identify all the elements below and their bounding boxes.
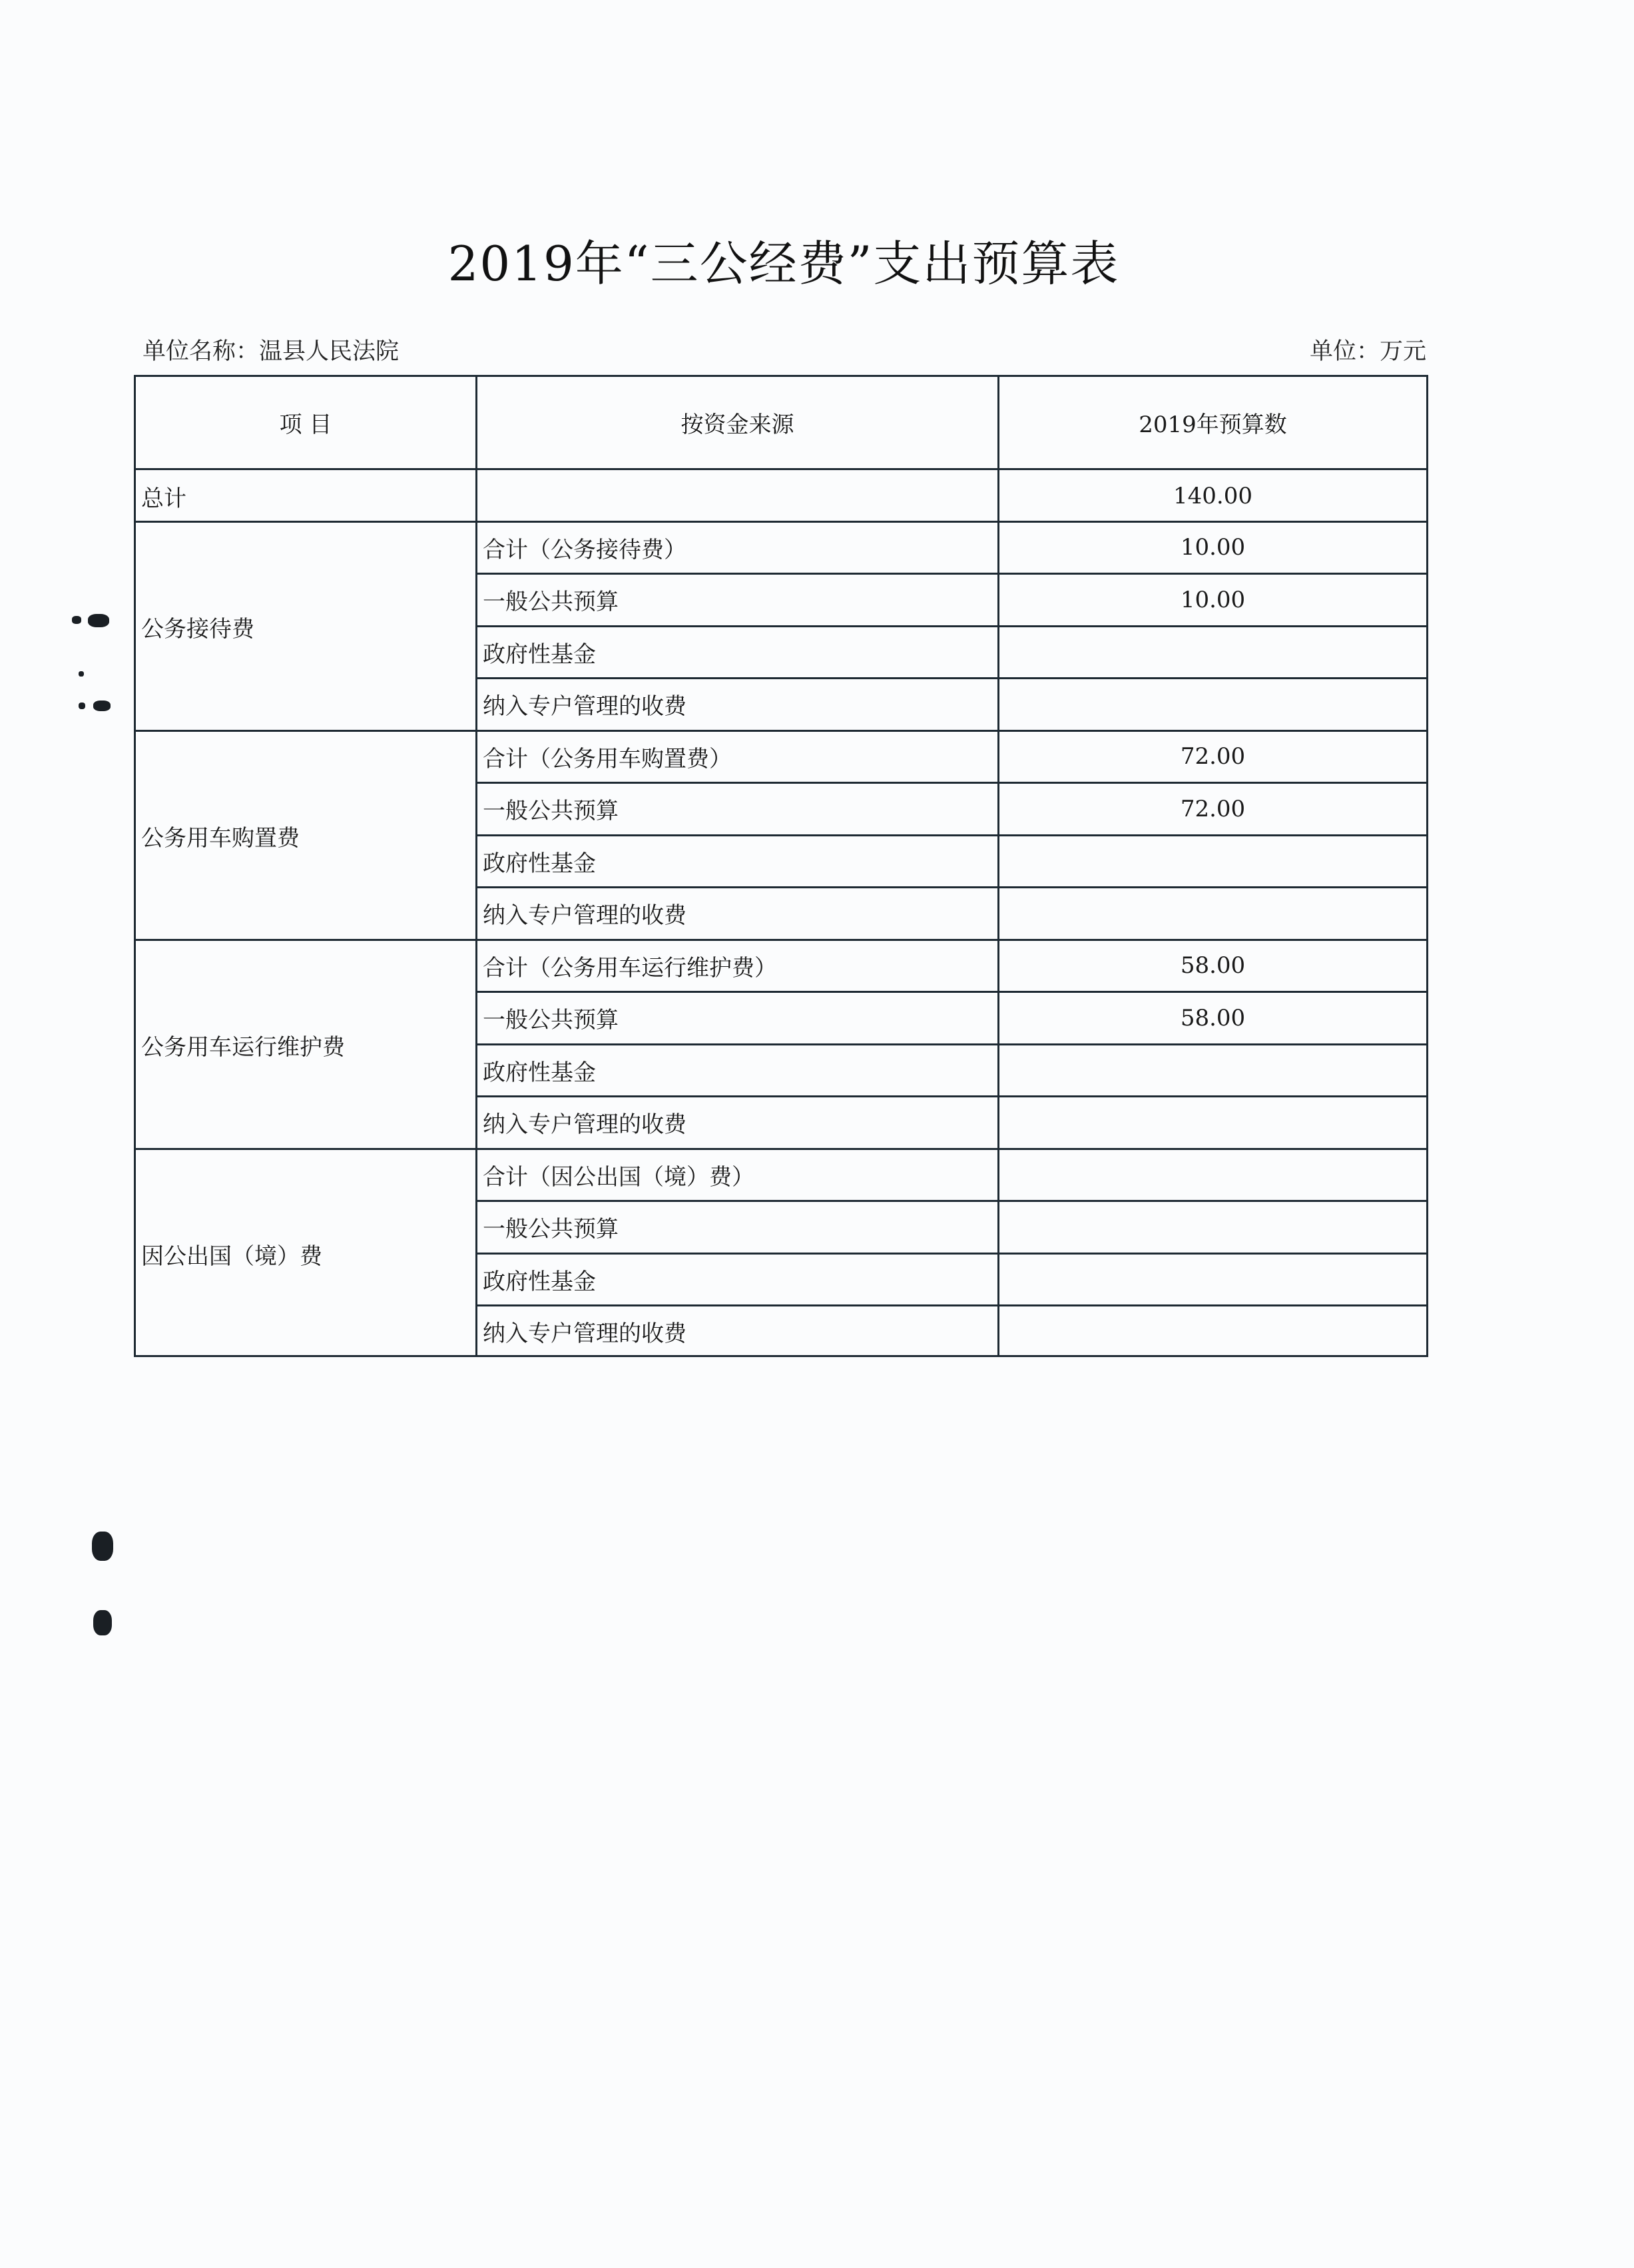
- amount-cell: [999, 1306, 1426, 1357]
- amount-cell: 58.00: [1180, 952, 1246, 980]
- source-cell: 政府性基金: [483, 850, 596, 877]
- group-name: 公务用车购置费: [141, 825, 300, 852]
- source-cell: 纳入专户管理的收费: [483, 693, 686, 720]
- scan-mark: [88, 614, 109, 627]
- group-name: 公务接待费: [141, 616, 254, 643]
- amount-cell: [999, 888, 1426, 939]
- amount-cell: [999, 1202, 1426, 1253]
- group-name: 因公出国（境）费: [141, 1243, 322, 1270]
- amount-cell: 10.00: [1180, 534, 1246, 561]
- source-cell: 一般公共预算: [483, 798, 619, 825]
- source-cell: 纳入专户管理的收费: [483, 1111, 686, 1139]
- source-cell: 政府性基金: [483, 1059, 596, 1086]
- source-cell: 合计（因公出国（境）费）: [483, 1163, 754, 1191]
- total-label: 总计: [141, 485, 186, 512]
- source-cell: 纳入专户管理的收费: [483, 902, 686, 930]
- amount-cell: [999, 1045, 1426, 1096]
- source-cell: 合计（公务用车运行维护费）: [483, 954, 777, 982]
- scan-mark: [79, 671, 84, 677]
- scan-mark: [72, 616, 81, 624]
- source-cell: 合计（公务用车购置费）: [483, 745, 732, 772]
- group-name: 公务用车运行维护费: [141, 1034, 345, 1061]
- source-cell: 一般公共预算: [483, 1007, 619, 1034]
- scan-mark: [79, 703, 85, 709]
- amount-cell: [999, 627, 1426, 678]
- header-item: 项 目: [279, 412, 332, 438]
- amount-cell: 72.00: [1180, 795, 1246, 822]
- amount-cell: 72.00: [1180, 743, 1246, 770]
- source-cell: 合计（公务接待费）: [483, 536, 686, 563]
- source-cell: 政府性基金: [483, 1268, 596, 1295]
- source-cell: 一般公共预算: [483, 589, 619, 616]
- unit-name-label: 单位名称：温县人民法院: [142, 338, 400, 365]
- budget-table: [134, 375, 1428, 1357]
- unit-measure-label: 单位：万元: [1309, 338, 1426, 365]
- scan-mark: [93, 1610, 112, 1635]
- amount-cell: 10.00: [1180, 586, 1246, 613]
- total-amount: 140.00: [1173, 483, 1252, 510]
- scan-mark: [92, 1532, 113, 1561]
- source-cell: 一般公共预算: [483, 1216, 619, 1243]
- header-source: 按资金来源: [681, 412, 794, 438]
- amount-cell: [999, 836, 1426, 887]
- amount-cell: [999, 1255, 1426, 1305]
- scan-mark: [93, 701, 111, 711]
- amount-cell: 58.00: [1180, 1004, 1246, 1031]
- amount-cell: [999, 1097, 1426, 1148]
- amount-cell: [999, 1150, 1426, 1201]
- total-source: [477, 470, 997, 523]
- amount-cell: [999, 679, 1426, 730]
- page-title: 2019年“三公经费”支出预算表: [447, 236, 1120, 292]
- source-cell: 纳入专户管理的收费: [483, 1320, 686, 1348]
- source-cell: 政府性基金: [483, 641, 596, 668]
- header-amount: 2019年预算数: [1139, 412, 1287, 438]
